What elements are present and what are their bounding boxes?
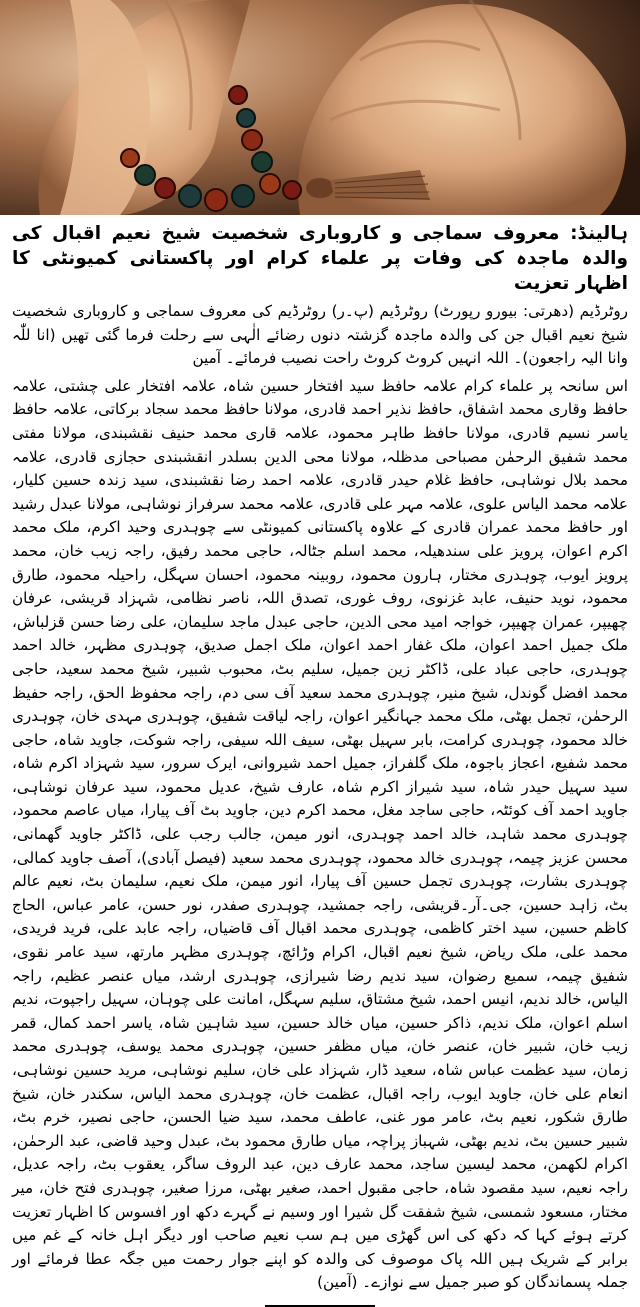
article-headline: ہالینڈ: معروف سماجی و کاروباری شخصیت شیخ نعیم اقبال کی والدہ ماجدہ کی وفات پر علماء کرام اور پاکستانی کمیونٹی کا اظہار تعزیت <box>12 223 628 294</box>
article-intro-paragraph: روٹرڈیم (دھرتی: بیورو رپورٹ) روٹرڈیم (پ۔ر) روٹرڈیم کی معروف سماجی و کاروباری شخصیت شیخ نعیم اقبال جن کی والدہ ماجدہ گزشتہ دنوں رضائے الٰہی سے رحلت فرما گئی تھیں (انا للّٰہ وانا الیہ راجعون)۔ اللہ انہیں کروٹ کروٹ راحت نصیب فرمائے۔ آمین <box>12 302 628 368</box>
article <box>0 215 640 1307</box>
article-condolence-paragraph: اس سانحہ پر علماء کرام علامہ حافظ سید افتخار حسین شاہ، علامہ افتخار علی چشتی، علامہ حافظ وقاری محمد اشفاق، حافظ نذیر احمد قادری، مولانا حافظ محمد سجاد برکاتی، علامہ حافظ یاسر نسیم قادری، مولانا حافظ طاہر محمود، علامہ قاری محمد حنیف نقشبندی، مولانا مفتی محمد شفیق الرحمٰن مصباحی مدظلہ، مولانا محی الدین بسلدر انقشبندی حجازی قادری، علامہ محمد بلال نوشاہی، حافظ غلام حیدر قادری، علامہ احمد رضا نقشبندی، سید زندہ حسین کلیار، علامہ محمد الیاس علوی، علامہ مہر علی قادری، علامہ محمد سرفراز نوشاہی، مولانا عبدل رشید اور حافظ محمد عمران قادری کے علاوہ پاکستانی کمیونٹی سے چوہدری وحید اکرم، ملک محمد اکرم اعوان، پرویز علی سندھیلہ، محمد اسلم جٹالہ، حاجی محمد رفیق، راجہ زیب خان، محمد پرویز ایوب، چوہدری مختار، ہارون محمود، روبینہ محمود، احسان سہگل، راحیلہ محمود، طارق محمود، نوید حنیف، عابد غزنوی، روف غوری، تصدق اللہ، ناصر نظامی، شہزاد قریشی، عرفان چھیپر، عمران چھیپر، خواجہ امید محی الدین، حاجی عبدل ماجد سلیمان، علی رضا حسن قزلباش، ملک جمیل احمد اعوان، ملک غفار احمد اعوان، ملک اجمل صدیق، چوہدری مظہر، خالد احمد چوہدری، حاجی عباد علی، ڈاکٹر زین جمیل، سلیم بٹ، محبوب شبیر، شیخ محمد سعید، حاجی محمد افضل گوندل، شیخ منیر، چوہدری محمد سعید آف سی دم، راجہ محفوظ الحق، راجہ حفیظ الرحمٰن، تجمل بھٹی، ملک محمد جہانگیر اعوان، راجہ لیاقت شفیق، چوہدری مہدی خان، چوہدری خالد محمود، چوہدری کرامت، بابر سہیل بھٹی، سیف اللہ سیفی، راجہ شوکت، جاوید شاہ، حاجی محمد شفیع، اعجاز باجوہ، ملک گلفراز، جمیل احمد شیروانی، ایرک سرور، سید شہزاد اکرم شاہ، سید سہیل حیدر شاہ، سید شیراز اکرم شاہ، عارف شیخ، عدیل محمود، سید عرفان نوشاہی، جاوید احمد آف کوئٹہ، حاجی ساجد مغل، محمد اکرم دین، جاوید بٹ آف پیارا، میاں عاصم محمود، چوہدری محمد شاہد، خالد احمد چوہدری، انور میمن، جالب رجب علی، ڈاکٹر جاوید گھمانی، محسن عزیز چیمہ، چوہدری خالد محمود، چوہدری محمد سعید (فیصل آبادی)، آصف جاوید کمالی، چوہدری بشارت، چوہدری تجمل حسین آف پیارا، انور میمن، ملک نعیم، سلیمان بٹ، نعیم عالم بٹ، زاہد حسین، جی۔آر۔قریشی، راجہ جمشید، چوہدری صفدر، نور حسن، عامر عباس، الحاج کاظم حسین، سید اختر کاظمی، چوہدری محمد اقبال آف قاضیاں، راجہ عابد علی، فرید فریدی، محمد علی، ملک ریاض، شیخ نعیم اقبال، اکرام وڑائچ، چوہدری مظہر مارتھ، سید عامر نقوی، شفیق چیمہ، سمیع رضوان، سید ندیم رضا شیرازی، چوہدری ارشد، میاں عنصر عظیم، راجہ الیاس، خالد ندیم، انیس احمد، شیخ مشتاق، سلیم سہگل، امانت علی چوہان، سہیل راجپوت، ندیم اسلم اعوان، ملک ندیم، ذاکر حسین، میاں خالد حسین، سید شاہین شاہ، یاسر احمد کمال، قمر زیب خان، شبیر خان، عنصر خان، میاں مظفر حسین، چوہدری محمد یوسف، چوہدری محمد زمان، سید عظمت عباس شاہ، سعید ڈار، شہزاد علی خان، سلیم نوشاہی، مرید حسین نوشاہی، انعام علی خان، جاوید ایوب، راجہ اقبال، عظمت خان، چوہدری محمد الیاس، سکندر خان، شیخ طارق شکور، نعیم بٹ، عامر مور غنی، عاطف محمد، سید ضیا الحسن، حاجی نصیر، خرم بٹ، شبیر حسین بٹ، ندیم بھٹی، شہباز پراچہ، میاں طارق محمود بٹ، عبدل وحید قاضی، عبد الرحمٰن، اکرام لکھمن، محمد لیسین ساجد، محمد عارف دین، عبد الروف ساگر، یعقوب بٹ، راجہ عدیل، راجہ نعیم، سید مقصود شاہ، حاجی مقبول احمد، صغیر بھٹی، مرزا صغیر، چوہدری فتح خان، میر مختار، مسعود شمسی، شیخ شفقت گل شیرا اور وسیم نے گہرے دکھ اور افسوس کا اظہار تعزیت کرتے ہوئے کہا کہ دکھ کی اس گھڑی میں ہم سب نعیم صاحب اور دیگر اہل خانہ کے غم میں برابر کے شریک ہیں اللہ پاک موصوف کی والدہ کو اپنے جوار رحمت میں جگہ عطا فرمائے اور جملہ پسماندگان کو صبر جمیل سے نوازے۔ (آمین) <box>12 376 628 1292</box>
prayer-beads-hands-photo <box>0 0 640 215</box>
hands-illustration <box>0 0 640 215</box>
